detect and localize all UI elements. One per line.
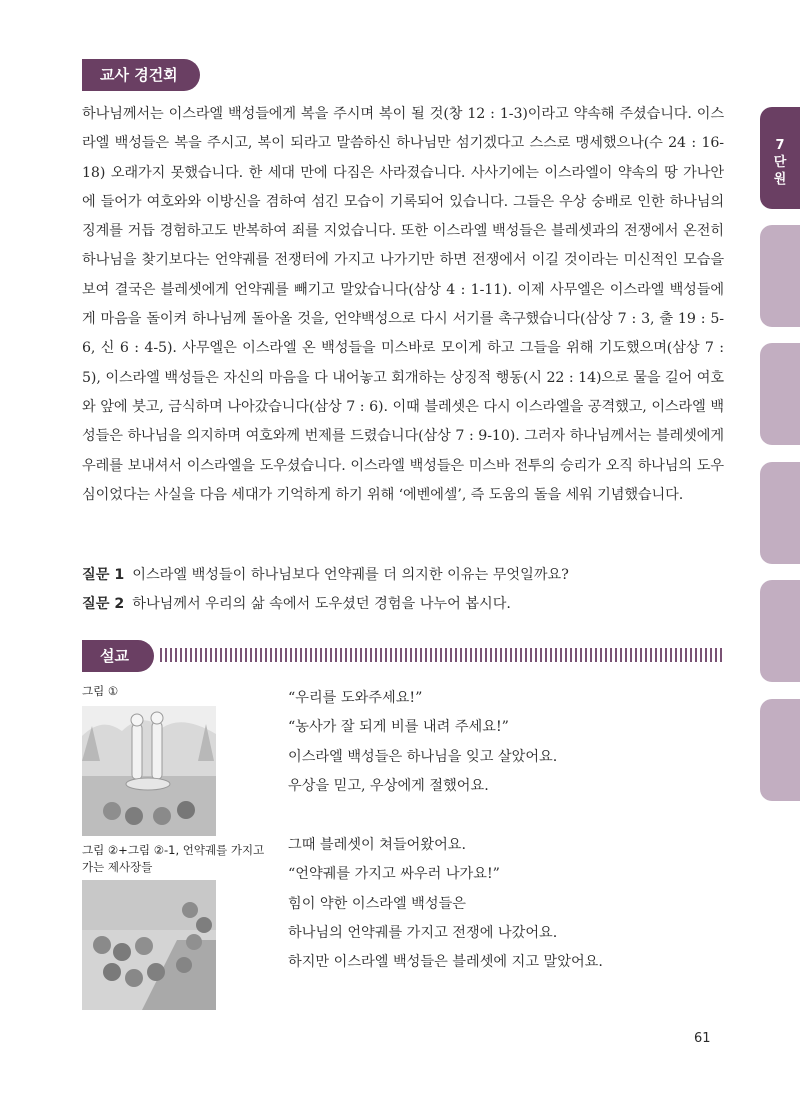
tab-label-line: 원	[773, 172, 787, 187]
figure-2-caption: 그림 ②+그림 ②-1, 언약궤를 가지고 가는 제사장들	[82, 843, 265, 874]
question-label: 질문 1	[82, 567, 125, 583]
question-text: 하나님께서 우리의 삶 속에서 도우셨던 경험을 나누어 봅시다.	[132, 596, 511, 612]
question-text: 이스라엘 백성들이 하나님보다 언약궤를 더 의지한 이유는 무엇일까요?	[132, 567, 569, 583]
page-number: 61	[694, 1031, 711, 1046]
tab-unit[interactable]	[760, 699, 800, 801]
tab-unit[interactable]	[760, 343, 800, 445]
question-2	[82, 593, 511, 615]
main-paragraph	[82, 100, 724, 510]
story-line: 그때 블레셋이 쳐들어왔어요.	[288, 837, 466, 853]
story-line: 이스라엘 백성들은 하나님을 잊고 살았어요.	[288, 748, 558, 765]
story-line: “농사가 잘 되게 비를 내려 주세요!”	[288, 719, 509, 736]
section-label-text: 교사 경건회	[100, 66, 178, 84]
question-label: 질문 2	[82, 596, 125, 612]
section-label-text: 설교	[100, 647, 129, 665]
decorative-dashed-rule	[160, 648, 724, 662]
illustration-ark-of-covenant	[82, 880, 216, 1010]
story-line: 하지만 이스라엘 백성들은 블레셋에 지고 말았어요.	[288, 954, 603, 971]
tab-label-line: 단	[773, 155, 787, 170]
story-line: 하나님의 언약궤를 가지고 전쟁에 나갔어요.	[288, 924, 558, 941]
tab-unit-7[interactable]	[760, 107, 800, 209]
story-block-1	[288, 684, 557, 801]
figure-1-caption: 그림 ①	[82, 684, 119, 698]
section-label-teacher-devotion	[82, 59, 200, 91]
section-label-sermon	[82, 640, 154, 672]
question-1	[82, 564, 569, 586]
tab-label-line: 7	[775, 138, 785, 153]
story-line: “우리를 도와주세요!”	[288, 690, 423, 706]
tab-unit-7-label	[760, 137, 800, 188]
tab-unit[interactable]	[760, 462, 800, 564]
tab-unit[interactable]	[760, 225, 800, 327]
story-line: 우상을 믿고, 우상에게 절했어요.	[288, 777, 489, 794]
tab-unit[interactable]	[760, 580, 800, 682]
story-line: “언약궤를 가지고 싸우러 나가요!”	[288, 866, 500, 883]
story-block-2	[288, 831, 603, 977]
story-line: 힘이 약한 이스라엘 백성들은	[288, 895, 466, 912]
illustration-idol-worship	[82, 706, 216, 836]
paragraph-text: 하나님께서는 이스라엘 백성들에게 복을 주시며 복이 될 것(창 12 : 1-3)이라고 약속해 주셨습니다. 이스라엘 백성들은 복을 주시고, 복이 되라고 말씀하신 하나님만 섬기겠다고 스스로 맹세했으나(수 24 : 16-18) 오래가지 못했습니다. 한 세대 만에 다짐은 사라졌습니다. 사사기에는 이스라엘이 약속의 땅 가나안에 들어가 여호와와 이방신을 겸하여 섬긴 모습이 기록되어 있습니다. 그들은 우상 숭배로 인한 하나님의 징계를 거듭 경험하고도 반복하여 죄를 지었습니다. 또한 이스라엘 백성들은 블레셋과의 전쟁에서 온전히 하나님을 찾기보다는 언약궤를 전쟁터에 가지고 나가기만 하면 전쟁에서 이길 것이라는 미신적인 모습을 보여 결국은 블레셋에게 언약궤를 빼기고 말았습니다(삼상 4 : 1-11). 이제 사무엘은 이스라엘 백성들에게 마음을 돌이켜 하나님께 돌아올 것을, 언약백성으로 다시 서기를 촉구했습니다(삼상 7 : 3, 출 19 : 5-6, 신 6 : 4-5). 사무엘은 이스라엘 온 백성들을 미스바로 모이게 하고 그들을 위해 기도했으며(삼상 7 : 5), 이스라엘 백성들은 자신의 마음을 다 내어놓고 회개하는 상징적 행동(시 22 : 14)으로 물을 길어 여호와 앞에 붓고, 금식하며 나아갔습니다(삼상 7 : 6). 이때 블레셋은 다시 이스라엘을 공격했고, 이스라엘 백성들은 하나님을 의지하며 여호와께 번제를 드렸습니다(삼상 7 : 9-10). 그러자 하나님께서는 블레셋에게 우레를 보내셔서 이스라엘을 도우셨습니다. 이스라엘 백성들은 미스바 전투의 승리가 오직 하나님의 도우심이었다는 사실을 다음 세대가 기억하게 하기 위해 ‘에벤에셀’, 즉 도움의 돌을 세워 기념했습니다.	[82, 106, 724, 503]
